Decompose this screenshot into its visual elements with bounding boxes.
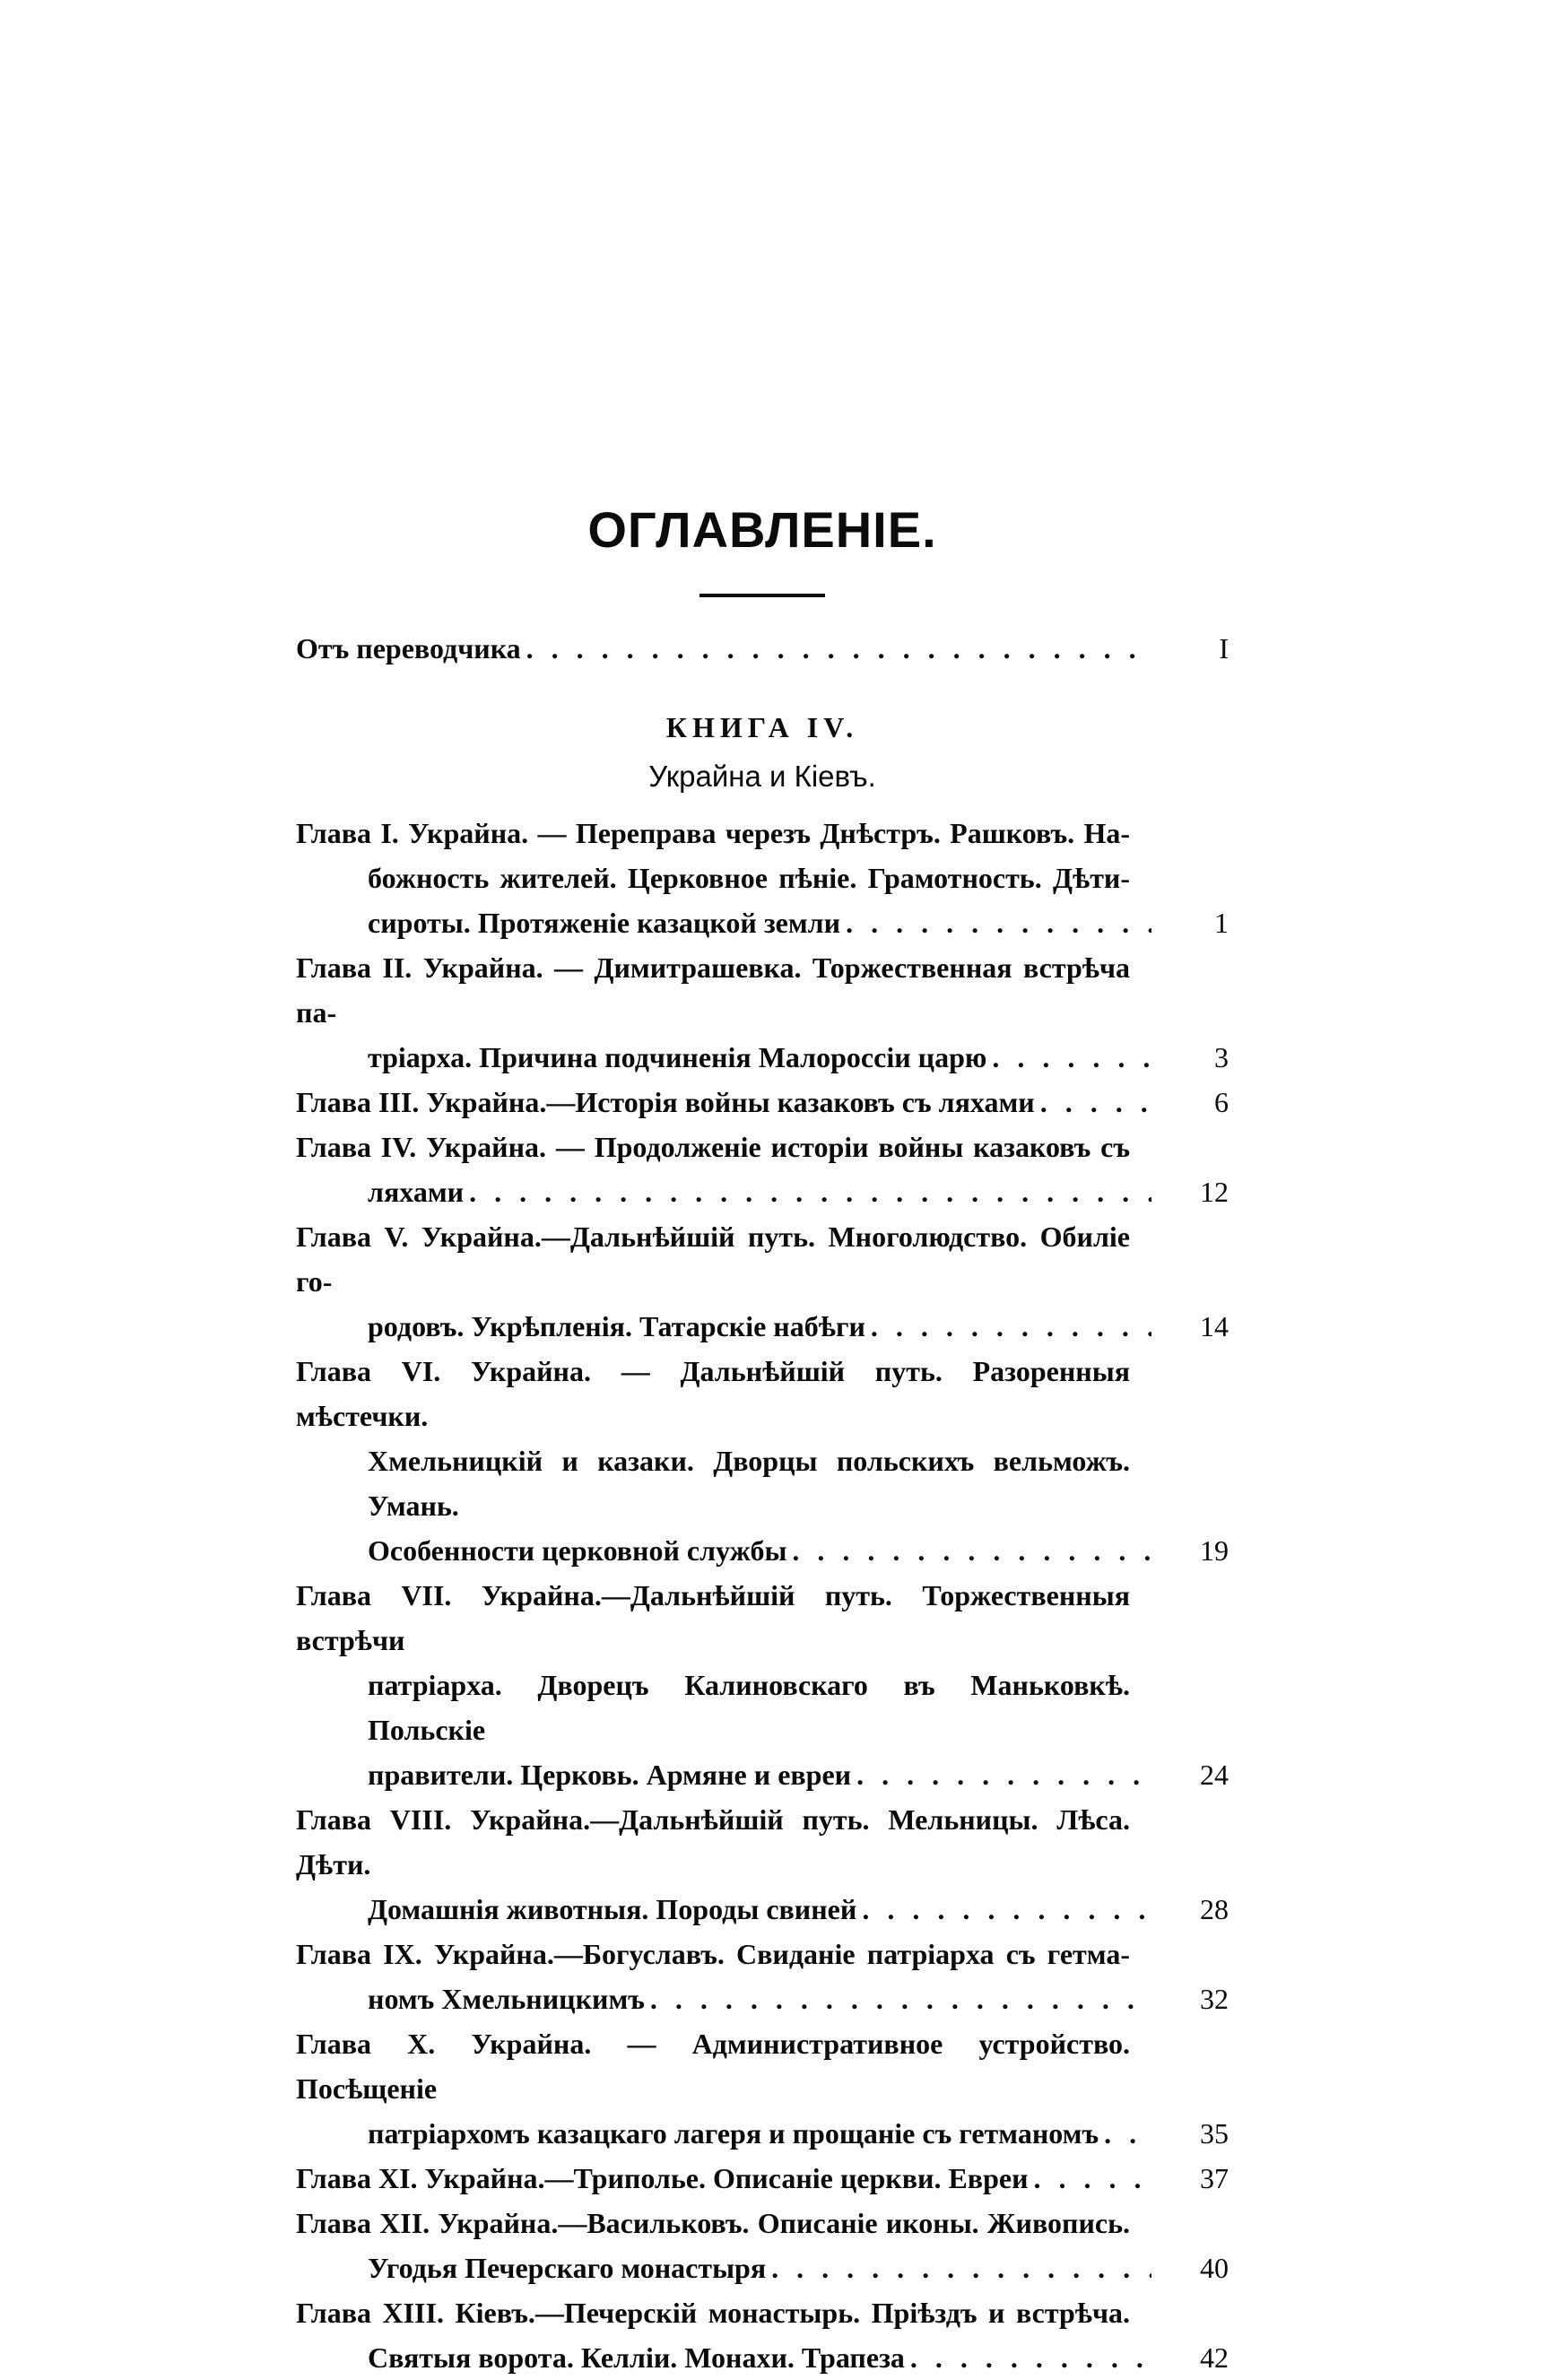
toc-entry-line: Глава X. Украйна. — Административное устройство. Посѣщеніе <box>296 2027 1130 2105</box>
toc-entry-line: Глава IV. Украйна. — Продолженіе исторіи войны казаковъ съ <box>296 1130 1130 1163</box>
table-of-contents-page <box>296 502 1229 2380</box>
toc-page-number: 12 <box>1200 1175 1229 1208</box>
toc-entry <box>296 811 1229 945</box>
toc-page-number: 3 <box>1214 1040 1229 1073</box>
toc-entry-line: Глава XII. Украйна.—Васильковъ. Описаніе иконы. Живопись. <box>296 2206 1130 2239</box>
toc-entry-text: Домашнія животныя. Породы свиней <box>368 1892 857 1925</box>
toc-entry-last-line <box>296 2245 1229 2290</box>
toc-page-number: 37 <box>1200 2161 1229 2194</box>
toc-entry-last-line <box>296 1976 1229 2021</box>
toc-entry <box>296 1573 1229 1797</box>
toc-entry-text: Угодья Печерскаго монастыря <box>368 2251 767 2284</box>
toc-entry-line: Глава II. Украйна. — Димитрашевка. Торжественная встрѣча па- <box>296 951 1130 1029</box>
toc-entry-last-line <box>296 1035 1229 1080</box>
dot-leader <box>856 1752 1151 1797</box>
toc-entry-text: Глава III. Украйна.—Исторія войны казаковъ съ ляхами <box>296 1085 1035 1118</box>
toc-entry <box>296 945 1229 1080</box>
toc-entry-last-line <box>296 1080 1229 1125</box>
toc-page-number: 1 <box>1214 906 1229 939</box>
toc-entry-text: номъ Хмельницкимъ <box>368 1982 645 2015</box>
toc-entry-last-line <box>296 1304 1229 1349</box>
toc-entry-last-line <box>296 900 1229 945</box>
book-subheading: Украйна и Кіевъ. <box>648 759 876 793</box>
toc-entry-last-line <box>296 2111 1229 2156</box>
toc-entry <box>296 1797 1229 1932</box>
toc-entry-line: Глава IX. Украйна.—Богуславъ. Свиданіе патріарха съ гетма- <box>296 1937 1130 1970</box>
toc-entry-line: Глава V. Украйна.—Дальнѣйшій путь. Многолюдство. Обиліе го- <box>296 1220 1130 1298</box>
toc-entry <box>296 1214 1229 1349</box>
toc-entry-line: Глава VIII. Украйна.—Дальнѣйшій путь. Мельницы. Лѣса. Дѣти. <box>296 1802 1130 1881</box>
dot-leader <box>469 1169 1151 1214</box>
toc-entry-line: Хмельницкій и казаки. Дворцы польскихъ вельможъ. Умань. <box>368 1444 1130 1522</box>
toc-entry-text: Отъ переводчика <box>296 631 521 664</box>
toc-entry-last-line <box>296 1752 1229 1797</box>
dot-leader <box>1040 1080 1151 1125</box>
toc-entry-text: Особенности церковной службы <box>368 1533 787 1567</box>
book-heading: КНИГА IV. <box>665 710 859 743</box>
toc-page-number: 6 <box>1214 1085 1229 1118</box>
toc-entry-text: Глава XI. Украйна.—Триполье. Описаніе церкви. Евреи <box>296 2161 1029 2194</box>
toc-entry-text: Святыя ворота. Келліи. Монахи. Трапеза <box>368 2341 905 2374</box>
toc-entry-translator <box>296 626 1229 671</box>
toc-page-number: 35 <box>1200 2116 1229 2150</box>
dot-leader <box>992 1035 1151 1080</box>
toc-entry <box>296 2201 1229 2290</box>
toc-entry <box>296 1349 1229 1573</box>
dot-leader <box>650 1976 1151 2021</box>
dot-leader <box>846 900 1151 945</box>
toc-entry-text: родовъ. Укрѣпленія. Татарскіе набѣги <box>368 1309 865 1342</box>
toc-entry-last-line <box>296 626 1229 671</box>
toc-page-number: I <box>1219 631 1229 664</box>
dot-leader <box>792 1528 1151 1573</box>
toc-entry <box>296 1932 1229 2021</box>
toc-page-number: 28 <box>1200 1892 1229 1925</box>
toc-entry <box>296 1080 1229 1125</box>
toc-entry-last-line <box>296 2335 1229 2380</box>
chapter-list <box>296 811 1229 2380</box>
toc-entry-last-line <box>296 1887 1229 1932</box>
toc-entry-text: правители. Церковь. Армяне и евреи <box>368 1758 852 1791</box>
toc-page-number: 40 <box>1200 2251 1229 2284</box>
toc-entry <box>296 1125 1229 1214</box>
dot-leader <box>1104 2111 1151 2156</box>
toc-page-number: 14 <box>1200 1309 1229 1342</box>
toc-page-number: 24 <box>1200 1758 1229 1791</box>
toc-entry-text: сироты. Протяженіе казацкой земли <box>368 906 841 939</box>
dot-leader <box>862 1887 1151 1932</box>
dot-leader <box>1034 2156 1151 2201</box>
toc-entry <box>296 2290 1229 2380</box>
toc-entry-text: ляхами <box>368 1175 465 1208</box>
toc-entry-line: Глава VII. Украйна.—Дальнѣйшій путь. Торжественныя встрѣчи <box>296 1578 1130 1656</box>
toc-entry-last-line <box>296 1169 1229 1214</box>
dot-leader <box>910 2335 1151 2380</box>
toc-entry-last-line <box>296 2156 1229 2201</box>
toc-entry <box>296 2021 1229 2156</box>
toc-entry-line: божность жителей. Церковное пѣніе. Грамотность. Дѣти- <box>368 861 1130 894</box>
toc-entry-last-line <box>296 1528 1229 1573</box>
toc-entry-line: патріарха. Дворецъ Калиновскаго въ Маньковкѣ. Польскіе <box>368 1668 1130 1746</box>
dot-leader <box>771 2245 1151 2290</box>
toc-entry-text: тріарха. Причина подчиненія Малороссіи царю <box>368 1040 987 1073</box>
toc-page-number: 32 <box>1200 1982 1229 2015</box>
toc-page-number: 19 <box>1200 1533 1229 1567</box>
page-title: ОГЛАВЛЕНІЕ. <box>587 501 937 558</box>
toc-entry-line: Глава VI. Украйна. — Дальнѣйшій путь. Разоренныя мѣстечки. <box>296 1354 1130 1432</box>
title-divider <box>699 594 825 597</box>
dot-leader <box>871 1304 1151 1349</box>
toc-entry <box>296 2156 1229 2201</box>
toc-entry-line: Глава I. Украйна. — Переправа черезъ Днѣстръ. Рашковъ. На- <box>296 816 1130 849</box>
dot-leader <box>526 626 1151 671</box>
toc-entry-text: патріархомъ казацкаго лагеря и прощаніе съ гетманомъ <box>368 2116 1099 2150</box>
toc-entry-line: Глава XIII. Кіевъ.—Печерскій монастырь. Пріѣздъ и встрѣча. <box>296 2296 1130 2329</box>
toc-page-number: 42 <box>1200 2341 1229 2374</box>
